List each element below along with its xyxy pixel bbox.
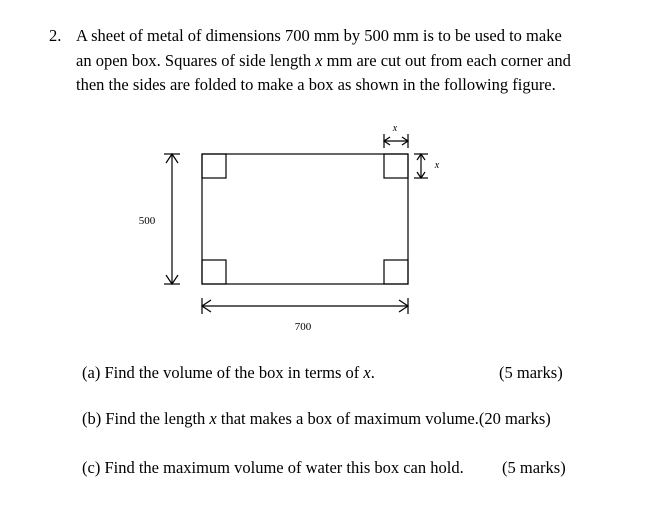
question-number: 2. (49, 26, 62, 45)
corner-square-bottom-left (202, 260, 226, 284)
cut-height-label: x (434, 160, 440, 171)
part-b: (b) Find the length x that makes a box of maximum volume.(20 marks) (82, 409, 551, 428)
variable-x: x (209, 409, 217, 428)
corner-square-top-left (202, 154, 226, 178)
part-b-marks: (20 marks) (478, 409, 551, 428)
part-a-marks: (5 marks) (499, 363, 563, 382)
variable-x: x (315, 50, 323, 70)
corner-square-bottom-right (384, 260, 408, 284)
height-label: 500 (138, 215, 156, 227)
question-line-1: A sheet of metal of dimensions 700 mm by 500 mm is to be used to make (76, 26, 562, 45)
cut-height-dimension (414, 154, 428, 178)
corner-square-top-right (384, 154, 408, 178)
variable-x: x (363, 363, 371, 382)
cut-width-label: x (392, 123, 398, 134)
part-c: (c) Find the maximum volume of water this box can hold. (82, 458, 464, 477)
part-a: (a) Find the volume of the box in terms of x. (82, 363, 375, 382)
question-line-2: an open box. Squares of side length x mm are cut out from each corner and (76, 50, 571, 70)
question-line-3: then the sides are folded to make a box as shown in the following figure. (76, 75, 556, 94)
height-dimension-line (164, 154, 180, 284)
part-c-marks: (5 marks) (502, 458, 566, 477)
width-label: 700 (294, 321, 312, 333)
cut-width-dimension (384, 134, 408, 148)
metal-sheet-outline (202, 154, 408, 284)
width-dimension-line (202, 298, 408, 314)
